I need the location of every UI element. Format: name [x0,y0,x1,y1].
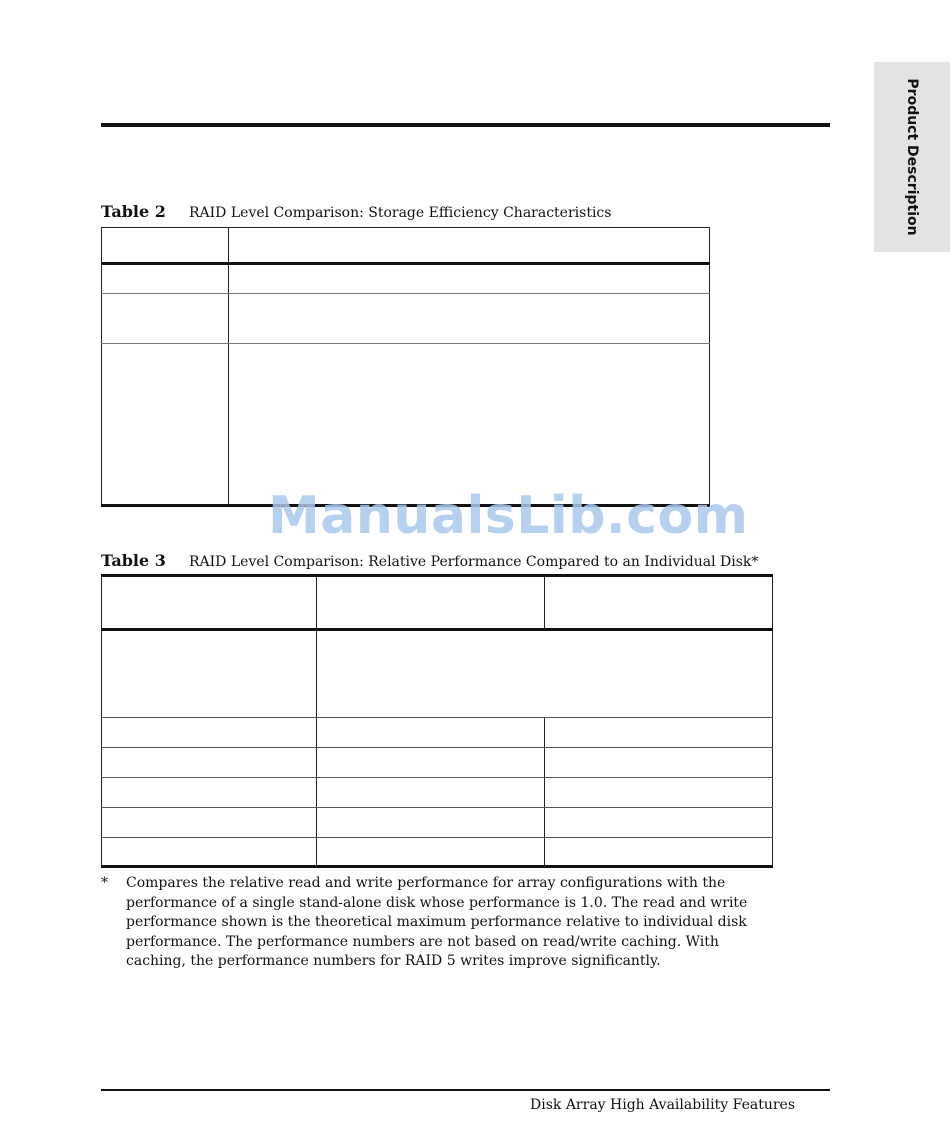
table2-label: Table 2 [101,202,166,221]
table3-cell [317,576,545,630]
table2-row [102,264,710,294]
table3-row [102,778,773,808]
header-rule [101,123,830,127]
table3-header-row [102,576,773,630]
table3-cell [317,718,545,748]
side-tab-label: Product Description [904,78,920,236]
table2-header-row [102,228,710,264]
footer-rule [101,1089,830,1091]
footnote-text: Compares the relative read and write performance for array configurations with the performance of a single stand-alone disk whose performance is 1.0. The read and write performance shown is the theoretical maximum performance relative to individual disk performance. The performance numbers are not based on read/write caching. With caching, the performance numbers for RAID 5 writes improve significantly. [126,875,748,970]
table3-cell [545,838,773,867]
table3-cell [317,748,545,778]
table3-cell [102,838,317,867]
table3-cell [317,630,773,718]
table2-row [102,344,710,506]
table3-cell [545,748,773,778]
table3-row [102,630,773,718]
table3-row [102,808,773,838]
table3-cell [317,838,545,867]
table3-cell [102,748,317,778]
footnote-mark: * [101,875,108,891]
watermark: ManualsLib.com [268,486,749,546]
table2-cell [229,294,710,344]
table2-cell [229,344,710,506]
table3-row [102,718,773,748]
table3-title: RAID Level Comparison: Relative Performance Compared to an Individual Disk* [189,554,759,570]
footer-section-title: Disk Array High Availability Features [530,1097,796,1113]
table2-cell [102,264,229,294]
table2-caption [101,202,611,221]
table3-cell [102,576,317,630]
table2-row [102,294,710,344]
table2-title: RAID Level Comparison: Storage Efficiency Characteristics [189,205,612,221]
table3-cell [102,808,317,838]
table3-caption [101,551,758,570]
table3-cell [545,576,773,630]
table3-cell [545,718,773,748]
table2-cell [229,264,710,294]
table3-label: Table 3 [101,551,166,570]
table3-row [102,838,773,867]
table2-cell [102,228,229,264]
table3-relative-performance [101,574,773,868]
table3-footnote [101,874,771,972]
table3-cell [545,778,773,808]
table2-cell [229,228,710,264]
table3-cell [317,778,545,808]
table3-cell [102,778,317,808]
table3-cell [102,718,317,748]
section-side-tab [874,62,950,252]
table2-storage-efficiency [101,227,710,507]
table3-cell [545,808,773,838]
table3-row [102,748,773,778]
table3-cell [317,808,545,838]
table2-cell [102,294,229,344]
table2-cell [102,344,229,506]
table3-cell [102,630,317,718]
